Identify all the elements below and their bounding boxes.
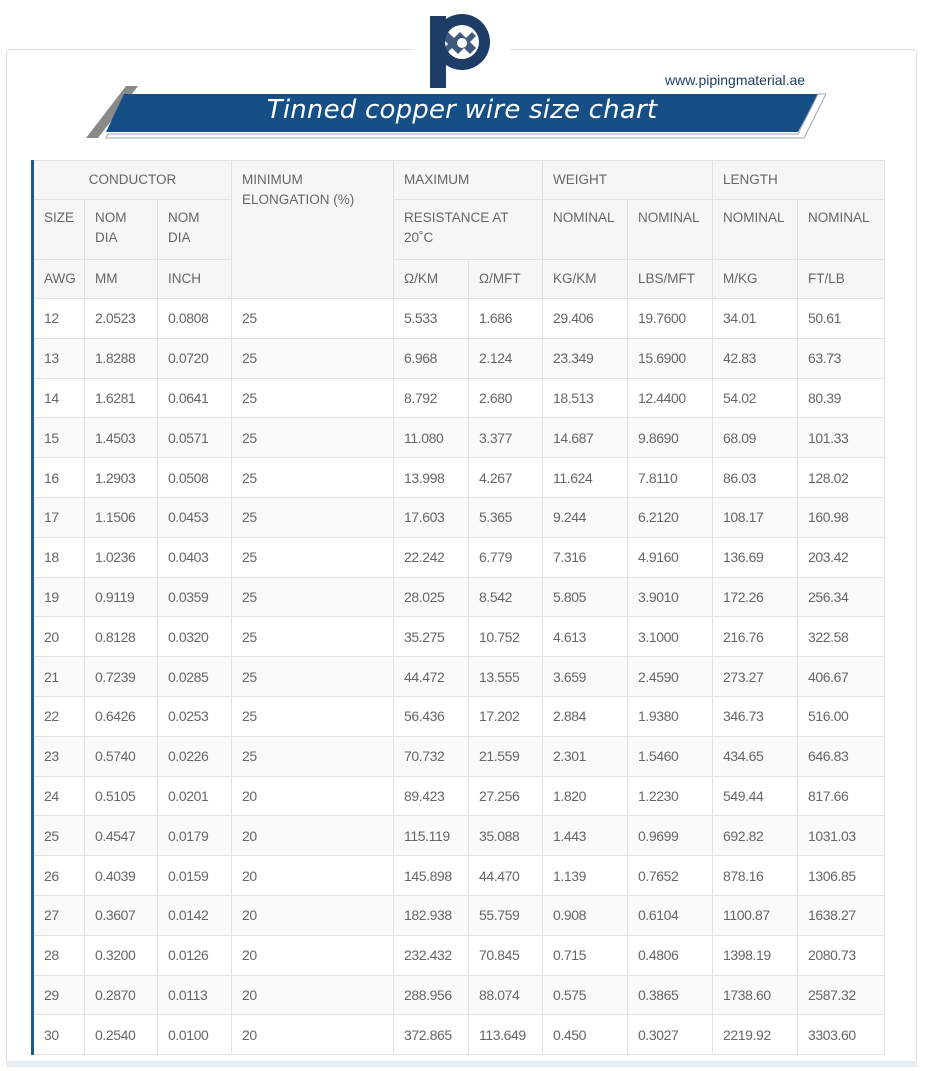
- cell-length-m-kg: 54.02: [713, 378, 798, 418]
- table-row: [33, 617, 885, 657]
- cell-weight-kg-km: 29.406: [543, 299, 628, 339]
- header-row-group: [33, 161, 885, 200]
- cell-length-m-kg: 42.83: [713, 338, 798, 378]
- cell-nom-dia-inch: 0.0720: [158, 338, 232, 378]
- cell-weight-kg-km: 0.575: [543, 975, 628, 1015]
- cell-length-m-kg: 172.26: [713, 577, 798, 617]
- header-maximum: MAXIMUM: [394, 161, 543, 200]
- cell-min-elongation: 25: [232, 577, 394, 617]
- cell-nom-dia-inch: 0.0453: [158, 497, 232, 537]
- cell-length-ft-lb: 203.42: [798, 537, 885, 577]
- cell-nom-dia-inch: 0.0126: [158, 935, 232, 975]
- cell-resistance-ohm-mft: 17.202: [469, 696, 543, 736]
- header-length-nominal-ft: NOMINAL: [798, 200, 885, 260]
- cell-weight-lbs-mft: 0.4806: [628, 935, 713, 975]
- header-length-nominal-m: NOMINAL: [713, 200, 798, 260]
- cell-weight-kg-km: 14.687: [543, 418, 628, 458]
- cell-resistance-ohm-mft: 21.559: [469, 736, 543, 776]
- cell-min-elongation: 25: [232, 338, 394, 378]
- cell-nom-dia-mm: 0.5105: [85, 776, 158, 816]
- table-row: [33, 975, 885, 1015]
- cell-length-ft-lb: 63.73: [798, 338, 885, 378]
- cell-length-m-kg: 692.82: [713, 816, 798, 856]
- unit-ohm-km: Ω/KM: [394, 260, 469, 299]
- cell-weight-lbs-mft: 3.9010: [628, 577, 713, 617]
- cell-size-awg: 12: [33, 299, 85, 339]
- cell-nom-dia-inch: 0.0226: [158, 736, 232, 776]
- cell-weight-kg-km: 18.513: [543, 378, 628, 418]
- cell-size-awg: 29: [33, 975, 85, 1015]
- table-row: [33, 776, 885, 816]
- table-row: [33, 497, 885, 537]
- cell-nom-dia-mm: 0.7239: [85, 657, 158, 697]
- cell-length-ft-lb: 256.34: [798, 577, 885, 617]
- cell-nom-dia-inch: 0.0113: [158, 975, 232, 1015]
- cell-weight-lbs-mft: 1.5460: [628, 736, 713, 776]
- cell-length-ft-lb: 516.00: [798, 696, 885, 736]
- cell-min-elongation: 25: [232, 458, 394, 498]
- unit-lbs-mft: LBS/MFT: [628, 260, 713, 299]
- cell-min-elongation: 20: [232, 776, 394, 816]
- cell-length-ft-lb: 1306.85: [798, 856, 885, 896]
- cell-nom-dia-mm: 0.3607: [85, 895, 158, 935]
- cell-nom-dia-mm: 1.4503: [85, 418, 158, 458]
- unit-m-kg: M/KG: [713, 260, 798, 299]
- cell-nom-dia-inch: 0.0359: [158, 577, 232, 617]
- cell-nom-dia-mm: 0.8128: [85, 617, 158, 657]
- cell-size-awg: 21: [33, 657, 85, 697]
- cell-nom-dia-inch: 0.0100: [158, 1015, 232, 1055]
- cell-min-elongation: 20: [232, 816, 394, 856]
- header-resistance: RESISTANCE AT 20˚C: [394, 200, 543, 260]
- cell-resistance-ohm-mft: 44.470: [469, 856, 543, 896]
- title-banner: [86, 86, 826, 142]
- header-conductor: CONDUCTOR: [33, 161, 232, 200]
- cell-weight-lbs-mft: 3.1000: [628, 617, 713, 657]
- page-title: Tinned copper wire size chart: [266, 95, 658, 125]
- cell-resistance-ohm-mft: 27.256: [469, 776, 543, 816]
- unit-kg-km: KG/KM: [543, 260, 628, 299]
- cell-weight-kg-km: 5.805: [543, 577, 628, 617]
- cell-resistance-ohm-mft: 70.845: [469, 935, 543, 975]
- table-row: [33, 696, 885, 736]
- cell-nom-dia-mm: 1.6281: [85, 378, 158, 418]
- cell-length-ft-lb: 3303.60: [798, 1015, 885, 1055]
- cell-weight-kg-km: 4.613: [543, 617, 628, 657]
- cell-resistance-ohm-mft: 6.779: [469, 537, 543, 577]
- cell-size-awg: 26: [33, 856, 85, 896]
- cell-nom-dia-mm: 1.2903: [85, 458, 158, 498]
- cell-nom-dia-inch: 0.0142: [158, 895, 232, 935]
- cell-length-ft-lb: 1638.27: [798, 895, 885, 935]
- cell-size-awg: 27: [33, 895, 85, 935]
- cell-min-elongation: 25: [232, 497, 394, 537]
- cell-weight-kg-km: 2.301: [543, 736, 628, 776]
- table-row: [33, 299, 885, 339]
- cell-weight-lbs-mft: 6.2120: [628, 497, 713, 537]
- cell-nom-dia-inch: 0.0403: [158, 537, 232, 577]
- cell-length-m-kg: 86.03: [713, 458, 798, 498]
- table-row: [33, 458, 885, 498]
- cell-length-m-kg: 68.09: [713, 418, 798, 458]
- cell-size-awg: 25: [33, 816, 85, 856]
- table-row: [33, 895, 885, 935]
- cell-nom-dia-inch: 0.0320: [158, 617, 232, 657]
- cell-min-elongation: 20: [232, 1015, 394, 1055]
- header-size: SIZE: [33, 200, 85, 260]
- cell-length-ft-lb: 406.67: [798, 657, 885, 697]
- cell-nom-dia-inch: 0.0508: [158, 458, 232, 498]
- cell-size-awg: 19: [33, 577, 85, 617]
- table-row: [33, 856, 885, 896]
- cell-weight-lbs-mft: 0.3865: [628, 975, 713, 1015]
- cell-length-m-kg: 346.73: [713, 696, 798, 736]
- cell-min-elongation: 25: [232, 657, 394, 697]
- cell-length-m-kg: 273.27: [713, 657, 798, 697]
- cell-nom-dia-mm: 1.0236: [85, 537, 158, 577]
- cell-nom-dia-mm: 0.2540: [85, 1015, 158, 1055]
- cell-min-elongation: 20: [232, 935, 394, 975]
- cell-min-elongation: 25: [232, 736, 394, 776]
- cell-weight-kg-km: 1.139: [543, 856, 628, 896]
- cell-size-awg: 22: [33, 696, 85, 736]
- cell-resistance-ohm-km: 5.533: [394, 299, 469, 339]
- cell-min-elongation: 25: [232, 617, 394, 657]
- cell-resistance-ohm-mft: 5.365: [469, 497, 543, 537]
- table-row: [33, 935, 885, 975]
- cell-weight-lbs-mft: 12.4400: [628, 378, 713, 418]
- cell-nom-dia-mm: 0.3200: [85, 935, 158, 975]
- cell-size-awg: 24: [33, 776, 85, 816]
- cell-size-awg: 18: [33, 537, 85, 577]
- cell-resistance-ohm-km: 8.792: [394, 378, 469, 418]
- unit-inch: INCH: [158, 260, 232, 299]
- cell-weight-lbs-mft: 15.6900: [628, 338, 713, 378]
- header-row-labels: [33, 200, 885, 260]
- cell-weight-kg-km: 23.349: [543, 338, 628, 378]
- cell-nom-dia-inch: 0.0253: [158, 696, 232, 736]
- cell-length-ft-lb: 646.83: [798, 736, 885, 776]
- pipe-logo-icon: [414, 8, 510, 92]
- cell-weight-lbs-mft: 7.8110: [628, 458, 713, 498]
- cell-weight-kg-km: 1.820: [543, 776, 628, 816]
- cell-resistance-ohm-km: 44.472: [394, 657, 469, 697]
- cell-resistance-ohm-km: 28.025: [394, 577, 469, 617]
- cell-size-awg: 17: [33, 497, 85, 537]
- cell-resistance-ohm-km: 6.968: [394, 338, 469, 378]
- unit-mm: MM: [85, 260, 158, 299]
- cell-size-awg: 16: [33, 458, 85, 498]
- cell-weight-kg-km: 2.884: [543, 696, 628, 736]
- cell-nom-dia-inch: 0.0808: [158, 299, 232, 339]
- cell-resistance-ohm-km: 22.242: [394, 537, 469, 577]
- cell-resistance-ohm-km: 13.998: [394, 458, 469, 498]
- table-row: [33, 736, 885, 776]
- cell-weight-kg-km: 11.624: [543, 458, 628, 498]
- company-logo: [414, 8, 510, 92]
- cell-resistance-ohm-mft: 10.752: [469, 617, 543, 657]
- table-body: [33, 299, 885, 1055]
- cell-resistance-ohm-km: 182.938: [394, 895, 469, 935]
- cell-resistance-ohm-mft: 8.542: [469, 577, 543, 617]
- site-url[interactable]: www.pipingmaterial.ae: [665, 72, 806, 88]
- cell-resistance-ohm-mft: 113.649: [469, 1015, 543, 1055]
- cell-resistance-ohm-mft: 1.686: [469, 299, 543, 339]
- unit-awg: AWG: [33, 260, 85, 299]
- cell-length-m-kg: 1100.87: [713, 895, 798, 935]
- table-row: [33, 816, 885, 856]
- cell-resistance-ohm-mft: 88.074: [469, 975, 543, 1015]
- cell-resistance-ohm-km: 35.275: [394, 617, 469, 657]
- cell-weight-lbs-mft: 1.2230: [628, 776, 713, 816]
- cell-min-elongation: 20: [232, 856, 394, 896]
- cell-nom-dia-mm: 2.0523: [85, 299, 158, 339]
- cell-resistance-ohm-km: 11.080: [394, 418, 469, 458]
- header-nom-dia-inch: NOM DIA: [158, 200, 232, 260]
- cell-weight-lbs-mft: 0.6104: [628, 895, 713, 935]
- cell-nom-dia-mm: 0.6426: [85, 696, 158, 736]
- cell-weight-lbs-mft: 4.9160: [628, 537, 713, 577]
- cell-min-elongation: 25: [232, 696, 394, 736]
- table-row: [33, 537, 885, 577]
- cell-size-awg: 15: [33, 418, 85, 458]
- cell-resistance-ohm-mft: 2.680: [469, 378, 543, 418]
- header-weight-nominal-kg: NOMINAL: [543, 200, 628, 260]
- header-row-units: [33, 260, 885, 299]
- cell-length-ft-lb: 2080.73: [798, 935, 885, 975]
- table-row: [33, 657, 885, 697]
- cell-nom-dia-inch: 0.0641: [158, 378, 232, 418]
- unit-ft-lb: FT/LB: [798, 260, 885, 299]
- cell-weight-kg-km: 3.659: [543, 657, 628, 697]
- cell-min-elongation: 25: [232, 537, 394, 577]
- header-length: LENGTH: [713, 161, 885, 200]
- cell-resistance-ohm-mft: 55.759: [469, 895, 543, 935]
- cell-nom-dia-inch: 0.0285: [158, 657, 232, 697]
- cell-resistance-ohm-km: 17.603: [394, 497, 469, 537]
- cell-resistance-ohm-mft: 35.088: [469, 816, 543, 856]
- cell-weight-lbs-mft: 1.9380: [628, 696, 713, 736]
- cell-resistance-ohm-mft: 13.555: [469, 657, 543, 697]
- cell-length-ft-lb: 128.02: [798, 458, 885, 498]
- cell-min-elongation: 25: [232, 378, 394, 418]
- cell-length-m-kg: 1738.60: [713, 975, 798, 1015]
- header-nom-dia-mm: NOM DIA: [85, 200, 158, 260]
- cell-nom-dia-inch: 0.0159: [158, 856, 232, 896]
- cell-weight-kg-km: 9.244: [543, 497, 628, 537]
- cell-resistance-ohm-km: 89.423: [394, 776, 469, 816]
- cell-length-m-kg: 136.69: [713, 537, 798, 577]
- cell-length-m-kg: 216.76: [713, 617, 798, 657]
- cell-nom-dia-mm: 0.9119: [85, 577, 158, 617]
- cell-min-elongation: 20: [232, 975, 394, 1015]
- wire-size-table: [31, 160, 885, 1055]
- cell-weight-lbs-mft: 0.3027: [628, 1015, 713, 1055]
- cell-weight-lbs-mft: 0.7652: [628, 856, 713, 896]
- cell-length-ft-lb: 101.33: [798, 418, 885, 458]
- cell-size-awg: 14: [33, 378, 85, 418]
- table-row: [33, 338, 885, 378]
- cell-size-awg: 13: [33, 338, 85, 378]
- cell-length-ft-lb: 160.98: [798, 497, 885, 537]
- cell-nom-dia-mm: 0.5740: [85, 736, 158, 776]
- cell-length-ft-lb: 50.61: [798, 299, 885, 339]
- cell-size-awg: 20: [33, 617, 85, 657]
- cell-resistance-ohm-mft: 4.267: [469, 458, 543, 498]
- bottom-divider: [6, 1061, 917, 1067]
- cell-weight-kg-km: 0.908: [543, 895, 628, 935]
- cell-resistance-ohm-km: 115.119: [394, 816, 469, 856]
- cell-size-awg: 23: [33, 736, 85, 776]
- cell-length-m-kg: 34.01: [713, 299, 798, 339]
- cell-nom-dia-mm: 1.1506: [85, 497, 158, 537]
- cell-length-ft-lb: 80.39: [798, 378, 885, 418]
- cell-min-elongation: 25: [232, 418, 394, 458]
- cell-length-ft-lb: 817.66: [798, 776, 885, 816]
- cell-resistance-ohm-km: 145.898: [394, 856, 469, 896]
- cell-length-m-kg: 549.44: [713, 776, 798, 816]
- cell-resistance-ohm-km: 70.732: [394, 736, 469, 776]
- cell-resistance-ohm-mft: 2.124: [469, 338, 543, 378]
- cell-weight-kg-km: 0.715: [543, 935, 628, 975]
- cell-length-m-kg: 878.16: [713, 856, 798, 896]
- unit-ohm-mft: Ω/MFT: [469, 260, 543, 299]
- table-row: [33, 577, 885, 617]
- cell-min-elongation: 25: [232, 299, 394, 339]
- cell-size-awg: 28: [33, 935, 85, 975]
- cell-resistance-ohm-mft: 3.377: [469, 418, 543, 458]
- table-row: [33, 378, 885, 418]
- cell-length-m-kg: 108.17: [713, 497, 798, 537]
- table-row: [33, 1015, 885, 1055]
- cell-weight-kg-km: 7.316: [543, 537, 628, 577]
- cell-length-m-kg: 434.65: [713, 736, 798, 776]
- cell-resistance-ohm-km: 232.432: [394, 935, 469, 975]
- cell-nom-dia-mm: 0.2870: [85, 975, 158, 1015]
- cell-length-ft-lb: 2587.32: [798, 975, 885, 1015]
- cell-nom-dia-inch: 0.0571: [158, 418, 232, 458]
- header-min-elongation: MINIMUM ELONGATION (%): [232, 161, 394, 299]
- header-weight: WEIGHT: [543, 161, 713, 200]
- cell-min-elongation: 20: [232, 895, 394, 935]
- table-row: [33, 418, 885, 458]
- cell-resistance-ohm-km: 56.436: [394, 696, 469, 736]
- cell-weight-lbs-mft: 19.7600: [628, 299, 713, 339]
- cell-length-ft-lb: 1031.03: [798, 816, 885, 856]
- cell-resistance-ohm-km: 288.956: [394, 975, 469, 1015]
- cell-size-awg: 30: [33, 1015, 85, 1055]
- cell-length-m-kg: 2219.92: [713, 1015, 798, 1055]
- cell-length-m-kg: 1398.19: [713, 935, 798, 975]
- cell-length-ft-lb: 322.58: [798, 617, 885, 657]
- cell-resistance-ohm-km: 372.865: [394, 1015, 469, 1055]
- cell-nom-dia-inch: 0.0179: [158, 816, 232, 856]
- cell-weight-lbs-mft: 9.8690: [628, 418, 713, 458]
- cell-nom-dia-inch: 0.0201: [158, 776, 232, 816]
- cell-nom-dia-mm: 0.4547: [85, 816, 158, 856]
- cell-weight-kg-km: 1.443: [543, 816, 628, 856]
- table-header: [33, 161, 885, 299]
- cell-weight-lbs-mft: 2.4590: [628, 657, 713, 697]
- header-weight-nominal-lbs: NOMINAL: [628, 200, 713, 260]
- cell-nom-dia-mm: 1.8288: [85, 338, 158, 378]
- cell-weight-kg-km: 0.450: [543, 1015, 628, 1055]
- cell-weight-lbs-mft: 0.9699: [628, 816, 713, 856]
- cell-nom-dia-mm: 0.4039: [85, 856, 158, 896]
